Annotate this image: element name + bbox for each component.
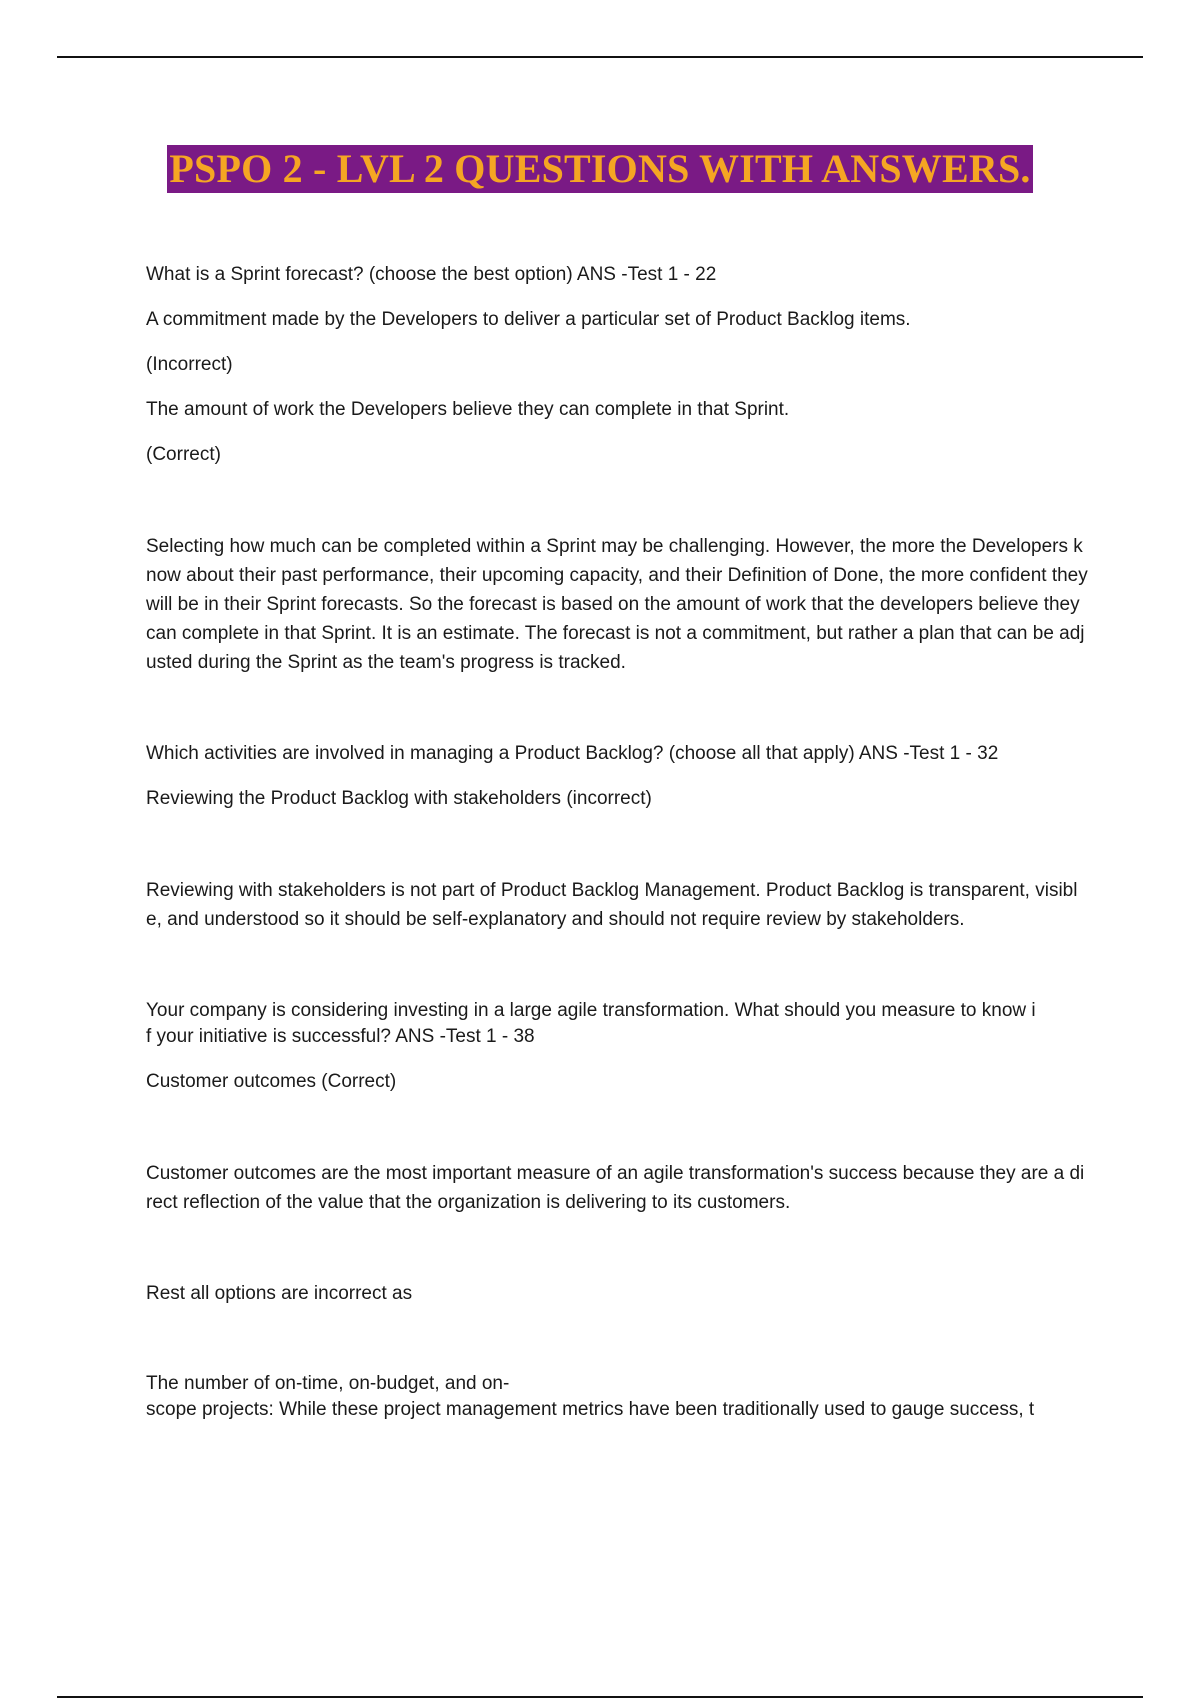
top-rule: [57, 56, 1143, 58]
q2-explanation: Reviewing with stakeholders is not part of Product Backlog Management. Product Backlog is transparent, visible, and understood so it should be self-explanatory and should not require review by stakeholders.: [146, 880, 1078, 930]
bottom-rule: [57, 1696, 1143, 1698]
document-title: PSPO 2 - LVL 2 QUESTIONS WITH ANSWERS.: [169, 146, 1031, 191]
q1-option-a: A commitment made by the Developers to deliver a particular set of Product Backlog items.: [146, 309, 911, 330]
q3-option-a: Customer outcomes (Correct): [146, 1071, 397, 1092]
title-block: [0, 145, 1200, 193]
q1-option-b: The amount of work the Developers believe they can complete in that Sprint.: [146, 399, 790, 420]
q2-option-a: Reviewing the Product Backlog with stakeholders (incorrect): [146, 788, 652, 809]
q3-option-b-line1: The number of on-time, on-budget, and on-: [146, 1373, 510, 1394]
q3-question-line1: Your company is considering investing in a large agile transformation. What should you measure to know i: [146, 1000, 1036, 1021]
q3-rest-note: Rest all options are incorrect as: [146, 1283, 413, 1304]
q1-option-a-status: (Incorrect): [146, 354, 233, 375]
document-body: [146, 262, 1090, 1423]
q3-explanation: Customer outcomes are the most important measure of an agile transformation's success because they are a direct reflection of the value that the organization is delivering to its customers.: [146, 1163, 1085, 1213]
q1-option-b-status: (Correct): [146, 444, 221, 465]
q3-option-b-line2: scope projects: While these project management metrics have been traditionally used to gauge success, t: [146, 1399, 1035, 1420]
q1-question: What is a Sprint forecast? (choose the best option) ANS -Test 1 - 22: [146, 264, 717, 285]
q3-question-line2: f your initiative is successful? ANS -Test 1 - 38: [146, 1026, 535, 1047]
q1-explanation: Selecting how much can be completed within a Sprint may be challenging. However, the more the Developers know about their past performance, their upcoming capacity, and their Definition of Done, the more confident they will be in their Sprint forecasts. So the forecast is based on the amount of work that the developers believe they can complete in that Sprint. It is an estimate. The forecast is not a commitment, but rather a plan that can be adjusted during the Sprint as the team's progress is tracked.: [146, 536, 1088, 673]
q2-question: Which activities are involved in managing a Product Backlog? (choose all that apply) ANS -Test 1 - 32: [146, 743, 999, 764]
